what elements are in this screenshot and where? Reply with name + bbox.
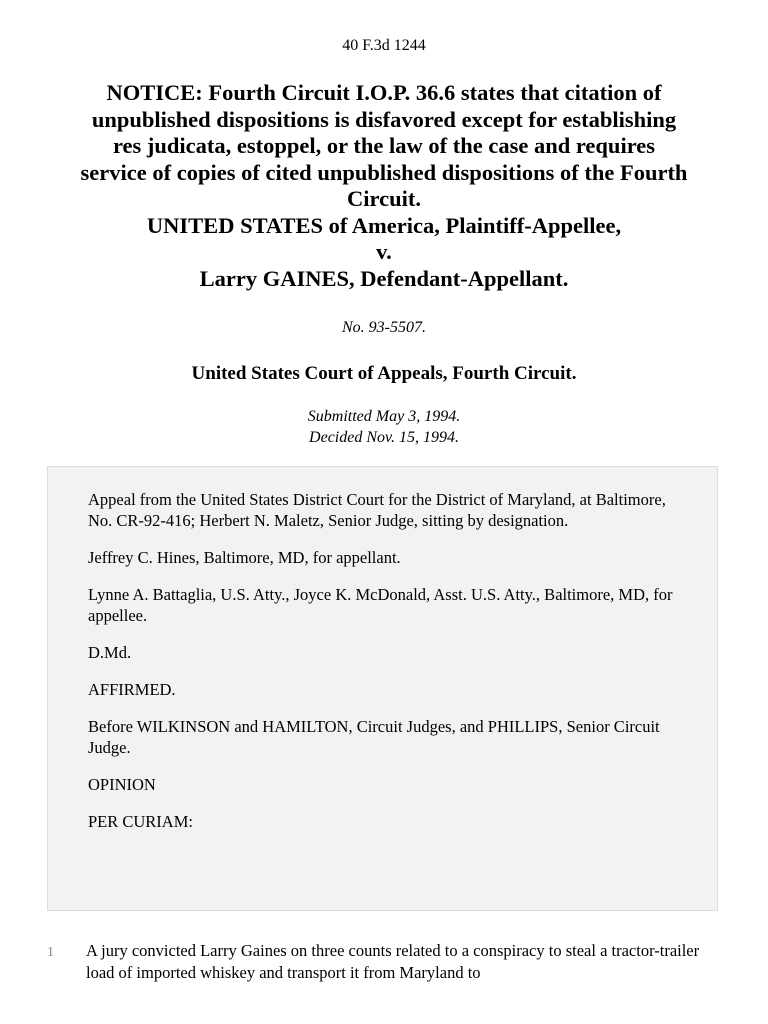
notice-line: service of copies of cited unpublished dispositions of the Fourth: [80, 159, 688, 185]
paragraph-text: A jury convicted Larry Gaines on three counts related to a conspiracy to steal a tractor-trailer load of imported whiskey and transport it from Maryland to: [86, 941, 700, 982]
case-citation: 40 F.3d 1244: [342, 37, 426, 54]
submitted-date: Submitted May 3, 1994.: [307, 408, 461, 425]
plaintiff-line: UNITED STATES of America, Plaintiff-Appellee,: [146, 212, 622, 238]
docket-number: No. 93-5507.: [342, 319, 426, 336]
prelims-panel: [47, 466, 718, 911]
case-title-block: [40, 80, 728, 292]
notice-line: res judicata, estoppel, or the law of the case and requires: [112, 133, 656, 158]
appeal-info: Appeal from the United States District Court for the District of Maryland, at Baltimore, No. CR-92-416; Herbert N. Maletz, Senior Judge, sitting by designation.: [88, 490, 666, 530]
per-curiam-label: PER CURIAM:: [88, 812, 193, 831]
decided-date: Decided Nov. 15, 1994.: [309, 429, 459, 446]
paragraph-number: 1: [47, 945, 54, 960]
defendant-line: Larry GAINES, Defendant-Appellant.: [199, 265, 569, 291]
district-label: D.Md.: [88, 643, 132, 662]
appellant-counsel: Jeffrey C. Hines, Baltimore, MD, for appellant.: [88, 548, 401, 567]
disposition: AFFIRMED.: [88, 680, 176, 699]
case-dates: [0, 406, 768, 448]
court-name: United States Court of Appeals, Fourth Circuit.: [191, 363, 577, 384]
notice-line: Circuit.: [347, 186, 421, 211]
versus-line: v.: [376, 239, 392, 264]
notice-line: unpublished dispositions is disfavored except for establishing: [91, 106, 677, 132]
panel-judges: Before WILKINSON and HAMILTON, Circuit Judges, and PHILLIPS, Senior Circuit Judge.: [88, 717, 660, 757]
notice-line: NOTICE: Fourth Circuit I.O.P. 36.6 states that citation of: [106, 80, 662, 105]
opinion-label: OPINION: [88, 775, 156, 794]
appellee-counsel: Lynne A. Battaglia, U.S. Atty., Joyce K. McDonald, Asst. U.S. Atty., Baltimore, MD, for appellee.: [88, 585, 673, 625]
